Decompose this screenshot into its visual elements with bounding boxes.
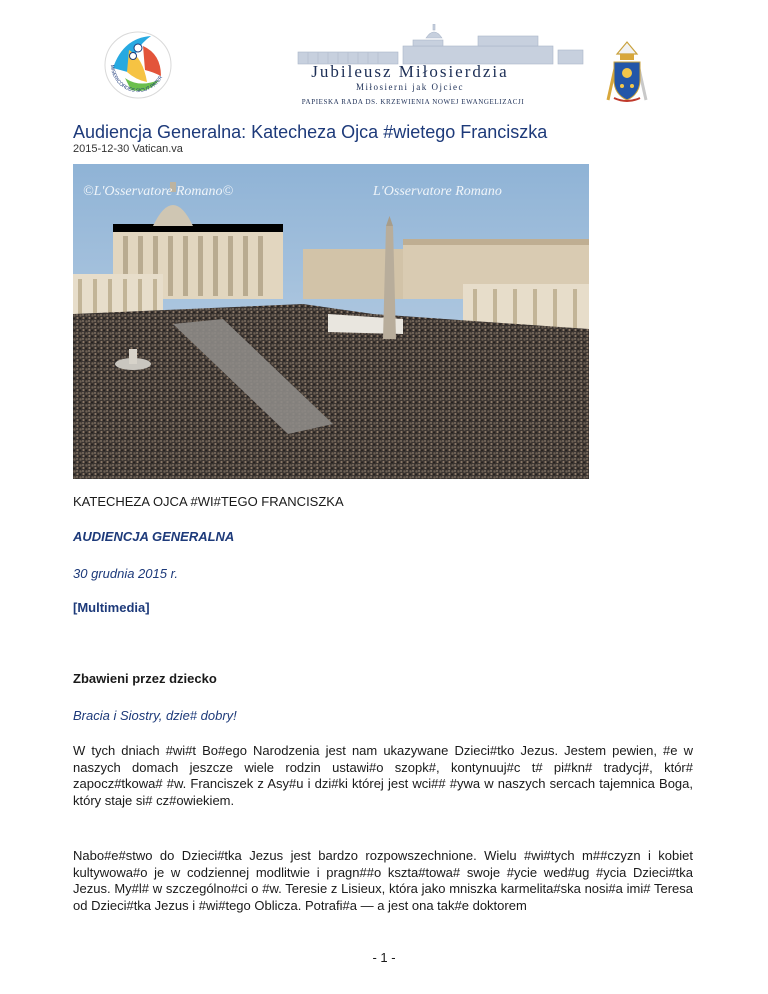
banner-subtitle: Miłosierni jak Ojciec bbox=[356, 82, 464, 92]
logo-motto: MISERICORDES SICUT PATER bbox=[108, 64, 165, 95]
multimedia-link[interactable]: [Multimedia] bbox=[73, 600, 150, 615]
watermark-left: ©L'Osservatore Romano© bbox=[83, 184, 234, 199]
section-upper-title: KATECHEZA OJCA #WI#TEGO FRANCISZKA bbox=[73, 494, 344, 509]
audience-date: 30 grudnia 2015 r. bbox=[73, 566, 179, 581]
papal-coat-of-arms bbox=[602, 40, 652, 104]
jubilee-logo bbox=[103, 28, 173, 102]
greeting: Bracia i Siostry, dzie# dobry! bbox=[73, 708, 237, 723]
catechesis-heading: Zbawieni przez dziecko bbox=[73, 671, 217, 686]
banner-title: Jubileusz Miłosierdzia bbox=[311, 62, 509, 81]
jubilee-banner bbox=[178, 24, 588, 106]
article-title: Audiencja Generalna: Katecheza Ojca #wietego Franciszka bbox=[73, 122, 548, 142]
page-number: - 1 - bbox=[372, 950, 396, 965]
body-paragraph: W tych dniach #wi#t Bo#ego Narodzenia jest nam ukazywane Dzieci#tko Jezus. Jestem pewien, #e w naszych domach jeszcze wiele rodzin ustawi#o szopk#, kontynuuj#c t# pi#kn# tradycj#, któr# zapocz#tkowa# #w. Franciszek z Asy#u i dzi#ki której jest wci## #ywa w naszych sercach tajemnica Boga, który staje si# cz#owiekiem. bbox=[73, 743, 693, 808]
page-header bbox=[0, 0, 768, 112]
audience-photo bbox=[73, 164, 589, 479]
audience-label: AUDIENCJA GENERALNA bbox=[73, 529, 235, 544]
article-meta: 2015-12-30 Vatican.va bbox=[73, 143, 183, 155]
watermark-right: L'Osservatore Romano bbox=[373, 184, 502, 199]
banner-organization: PAPIESKA RADA DS. KRZEWIENIA NOWEJ EWANGELIZACJI bbox=[301, 98, 525, 106]
body-paragraph: Nabo#e#stwo do Dzieci#tka Jezus jest bardzo rozpowszechnione. Wielu #wi#tych m##czyzn i kobiet kultywowa#o je w codziennej modlitwie i pragn##o kszta#towa# swoje #ycie wed#ug #ycia Dzieci#tka Jezus. My#l# w szczególno#ci o #w. Teresie z Lisieux, która jako mniszka karmelita#ska nosi#a imi# Teresa od Dzieci#tka Jezus i #wi#tego Oblicza. Potrafi#a — a jest ona tak#e doktorem bbox=[73, 848, 693, 913]
